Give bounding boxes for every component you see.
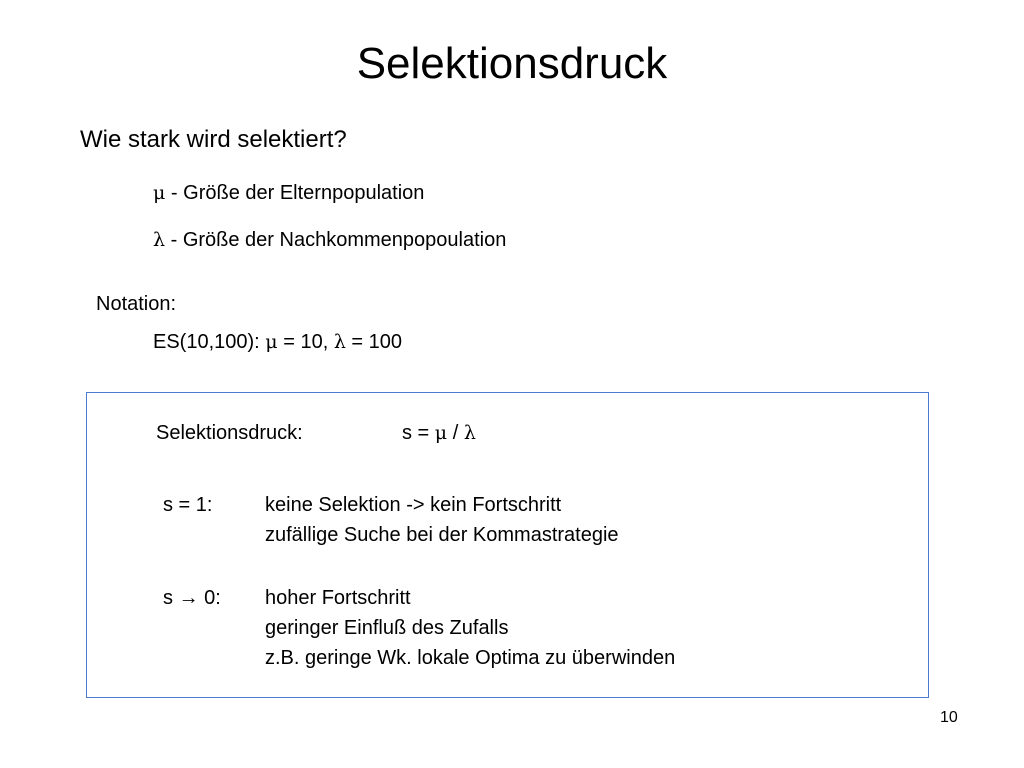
case-two-key-suffix: 0: [198,587,221,609]
case-two-line: z.B. geringe Wk. lokale Optima zu überwinden [265,647,676,669]
mu-symbol: μ [265,331,278,353]
lambda-value: = 100 [345,331,403,353]
definition-lambda-text: - Größe der Nachkommenpopoulation [165,229,507,251]
definition-mu-text: - Größe der Elternpopulation [165,182,425,204]
page-number: 10 [940,709,958,726]
notation-prefix: ES(10,100): [153,331,266,353]
formula-divide: / [447,422,464,444]
lambda-symbol: λ [463,422,476,444]
mu-value: = 10, [277,331,334,353]
mu-symbol: μ [434,422,448,444]
formula-expression [402,420,476,446]
notation-example [153,329,402,355]
case-two-line: hoher Fortschritt [265,587,411,609]
mu-symbol: μ [153,182,166,204]
formula-s: s = [402,422,435,444]
slide-title: Selektionsdruck [356,39,668,88]
notation-label: Notation: [96,293,177,315]
arrow-right-icon: → [178,587,199,609]
question-text: Wie stark wird selektiert? [80,126,347,153]
lambda-symbol: λ [153,229,166,251]
formula-label: Selektionsdruck: [156,422,303,444]
lambda-symbol: λ [333,331,346,353]
case-one-key: s = 1: [163,494,213,516]
case-one-line: zufällige Suche bei der Kommastrategie [265,524,619,546]
definition-lambda [153,227,506,253]
case-two-key [163,585,221,611]
case-one-line: keine Selektion -> kein Fortschritt [265,494,562,516]
case-two-line: geringer Einfluß des Zufalls [265,617,509,639]
case-two-key-prefix: s [163,587,179,609]
definition-mu [153,180,424,206]
